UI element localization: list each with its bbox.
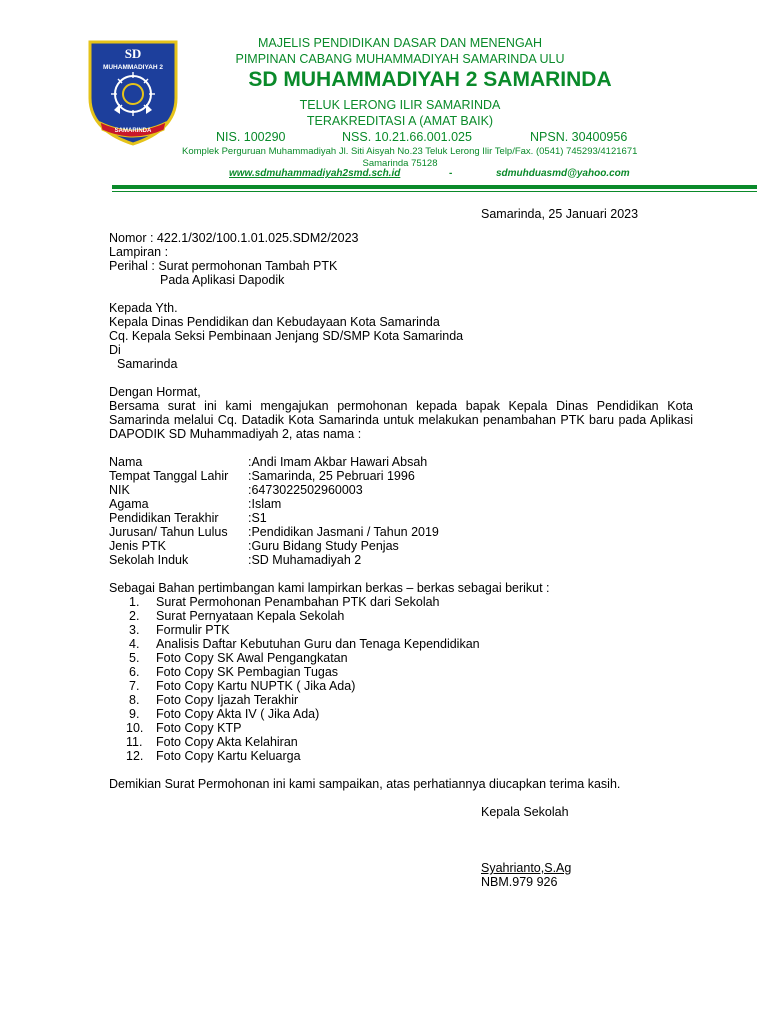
- signer-id: NBM.979 926: [481, 875, 558, 889]
- list-text: Foto Copy Akta IV ( Jika Ada): [156, 707, 320, 721]
- addressee-line2: Cq. Kepala Seksi Pembinaan Jenjang SD/SMP Kota Samarinda: [109, 329, 464, 343]
- header-rule: [112, 185, 757, 189]
- list-number: 7.: [129, 679, 140, 693]
- list-text: Foto Copy Kartu NUPTK ( Jika Ada): [156, 679, 356, 693]
- list-number: 9.: [129, 707, 140, 721]
- letter-date: Samarinda, 25 Januari 2023: [481, 207, 639, 221]
- header-nis: NIS. 100290: [216, 130, 286, 144]
- salutation: Dengan Hormat,: [109, 385, 201, 399]
- list-number: 6.: [129, 665, 140, 679]
- header-line2: PIMPINAN CABANG MUHAMMADIYAH SAMARINDA ULU: [235, 52, 565, 66]
- list-item: [129, 623, 230, 637]
- header-line1: MAJELIS PENDIDIKAN DASAR DAN MENENGAH: [257, 36, 543, 50]
- field-label: Pendidikan Terakhir: [109, 511, 219, 525]
- addressee-line1: Kepala Dinas Pendidikan dan Kebudayaan Kota Samarinda: [109, 315, 440, 329]
- list-item: [126, 735, 298, 749]
- logo-bottom-text: SAMARINDA: [114, 128, 152, 134]
- list-item: [129, 609, 344, 623]
- header-rule-thin: [112, 191, 757, 192]
- header-npsn: NPSN. 30400956: [530, 130, 628, 144]
- attachments-intro: Sebagai Bahan pertimbangan kami lampirkan berkas – berkas sebagai berikut :: [109, 581, 550, 595]
- field-label: Nama: [109, 455, 143, 469]
- field-value: :6473022502960003: [248, 483, 363, 497]
- field-value: :Andi Imam Akbar Hawari Absah: [248, 455, 428, 469]
- list-item: [129, 637, 480, 651]
- header-separator: -: [449, 168, 453, 179]
- school-logo: [84, 38, 182, 146]
- logo-top-text: SD: [124, 46, 142, 61]
- letter-subject-cont: Pada Aplikasi Dapodik: [160, 273, 285, 287]
- list-text: Formulir PTK: [156, 623, 230, 637]
- list-number: 4.: [129, 637, 140, 651]
- header-nss: NSS. 10.21.66.001.025: [342, 130, 472, 144]
- field-value: :Samarinda, 25 Pebruari 1996: [248, 469, 415, 483]
- list-item: [129, 707, 319, 721]
- list-number: 2.: [129, 609, 140, 623]
- field-label: Sekolah Induk: [109, 553, 189, 567]
- logo-middle-text: MUHAMMADIYAH 2: [102, 64, 164, 71]
- addressee-place: Samarinda: [117, 357, 178, 371]
- email-text: sdmuhduasmd@yahoo.com: [496, 168, 630, 179]
- list-text: Surat Permohonan Penambahan PTK dari Sekolah: [156, 595, 440, 609]
- list-number: 12.: [126, 749, 144, 763]
- letter-attachment: Lampiran :: [109, 245, 169, 259]
- header-accreditation: TERAKREDITASI A (AMAT BAIK): [306, 114, 494, 128]
- field-value: :S1: [248, 511, 267, 525]
- list-number: 1.: [129, 595, 140, 609]
- list-text: Foto Copy Ijazah Terakhir: [156, 693, 299, 707]
- header-full-address: Komplek Perguruan Muhammadiyah Jl. Siti Aisyah No.23 Teluk Lerong Ilir Telp/Fax. (0541) 745293/4121671: [182, 146, 638, 157]
- field-label: Jurusan/ Tahun Lulus: [109, 525, 228, 539]
- list-text: Foto Copy Kartu Keluarga: [156, 749, 301, 763]
- field-value: :SD Muhamadiyah 2: [248, 553, 362, 567]
- header-address: TELUK LERONG ILIR SAMARINDA: [299, 98, 501, 112]
- website-link[interactable]: www.sdmuhammadiyah2smd.sch.id: [229, 168, 401, 179]
- list-item: [129, 595, 440, 609]
- field-label: Jenis PTK: [109, 539, 166, 553]
- header-city-zip: Samarinda 75128: [362, 158, 438, 169]
- list-item: [129, 679, 355, 693]
- list-item: [129, 651, 348, 665]
- intro-paragraph: Bersama surat ini kami mengajukan permohonan kepada bapak Kepala Dinas Pendidikan Kota Samarinda melalui Cq. Datadik Kota Samarinda untuk melakukan penambahan PTK baru pada Aplikasi DAPODIK SD Muhammadiyah 2, atas nama :: [109, 399, 693, 441]
- list-text: Foto Copy Akta Kelahiran: [156, 735, 298, 749]
- list-item: [126, 721, 241, 735]
- school-name: SD MUHAMMADIYAH 2 SAMARINDA: [248, 68, 612, 91]
- letter-number: Nomor : 422.1/302/100.1.01.025.SDM2/2023: [109, 231, 359, 245]
- list-text: Foto Copy KTP: [156, 721, 242, 735]
- list-text: Analisis Daftar Kebutuhan Guru dan Tenaga Kependidikan: [156, 637, 480, 651]
- field-value: :Pendidikan Jasmani / Tahun 2019: [248, 525, 439, 539]
- list-number: 5.: [129, 651, 140, 665]
- list-text: Surat Pernyataan Kepala Sekolah: [156, 609, 345, 623]
- list-number: 8.: [129, 693, 140, 707]
- list-item: [129, 665, 338, 679]
- list-text: Foto Copy SK Awal Pengangkatan: [156, 651, 348, 665]
- signer-title: Kepala Sekolah: [481, 805, 569, 819]
- field-value: :Guru Bidang Study Penjas: [248, 539, 399, 553]
- field-label: Tempat Tanggal Lahir: [109, 469, 229, 483]
- letter-subject: Perihal : Surat permohonan Tambah PTK: [109, 259, 338, 273]
- list-number: 10.: [126, 721, 144, 735]
- field-label: NIK: [109, 483, 130, 497]
- closing-paragraph: Demikian Surat Permohonan ini kami sampaikan, atas perhatiannya diucapkan terima kasih.: [109, 777, 621, 791]
- signer-name: Syahrianto,S.Ag: [481, 861, 572, 875]
- list-item: [129, 693, 298, 707]
- addressee-di: Di: [109, 343, 121, 357]
- list-item: [126, 749, 301, 763]
- field-value: :Islam: [248, 497, 282, 511]
- list-number: 11.: [126, 735, 143, 749]
- list-text: Foto Copy SK Pembagian Tugas: [156, 665, 339, 679]
- addressee-greeting: Kepada Yth.: [109, 301, 178, 315]
- list-number: 3.: [129, 623, 140, 637]
- field-label: Agama: [109, 497, 149, 511]
